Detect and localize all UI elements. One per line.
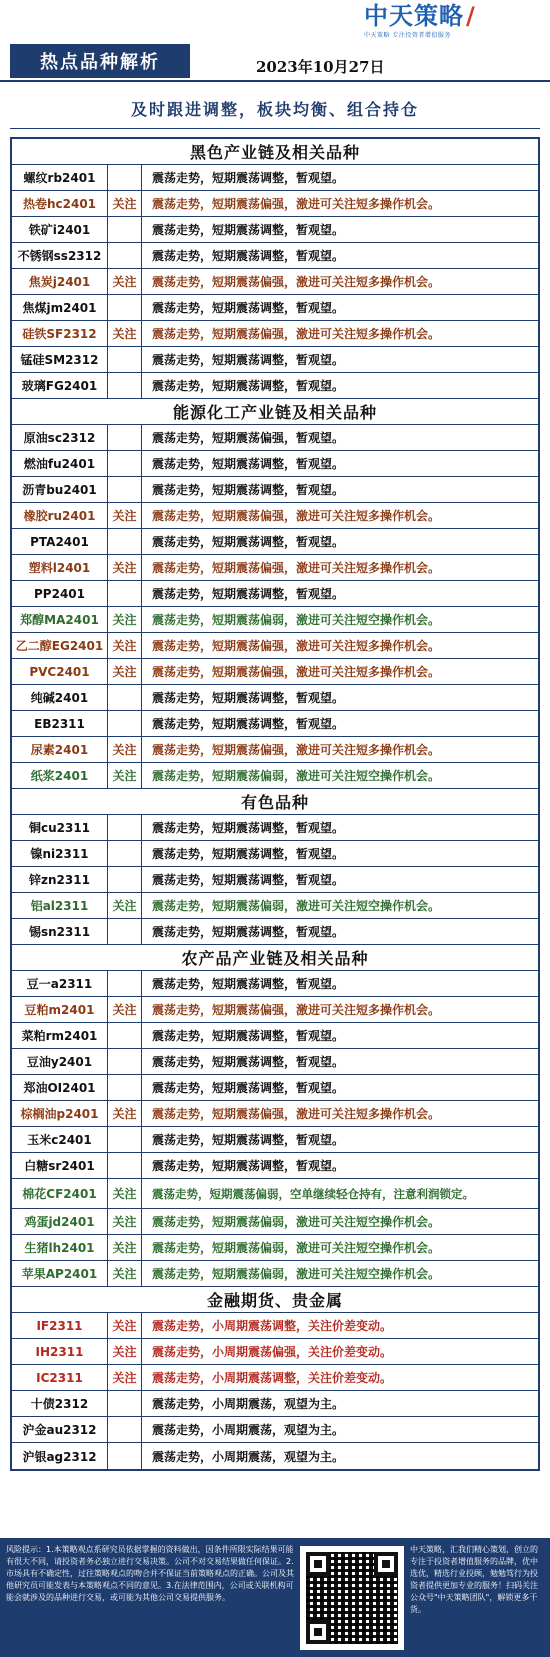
contract-name: PTA2401 xyxy=(12,529,108,554)
table-row xyxy=(12,503,538,529)
contract-name: PVC2401 xyxy=(12,659,108,684)
table-row xyxy=(12,581,538,607)
table-row xyxy=(12,165,538,191)
attention-flag xyxy=(108,373,142,398)
table-row xyxy=(12,1101,538,1127)
attention-flag: 关注 xyxy=(108,1339,142,1364)
contract-name: 郑醇MA2401 xyxy=(12,607,108,632)
attention-flag: 关注 xyxy=(108,503,142,528)
attention-flag xyxy=(108,295,142,320)
attention-flag: 关注 xyxy=(108,633,142,658)
table-row xyxy=(12,347,538,373)
contract-name: 棉花CF2401 xyxy=(12,1179,108,1208)
contract-name: 豆油y2401 xyxy=(12,1049,108,1074)
section-title: 农产品产业链及相关品种 xyxy=(12,945,538,971)
analysis-text: 震荡走势，短期震荡偏强，激进可关注短多操作机会。 xyxy=(152,509,441,523)
analysis-text: 震荡走势，短期震荡调整，暂观望。 xyxy=(152,1081,345,1095)
table-row xyxy=(12,425,538,451)
table-row xyxy=(12,607,538,633)
contract-name: 铁矿i2401 xyxy=(12,217,108,242)
attention-flag xyxy=(108,1023,142,1048)
table-row xyxy=(12,737,538,763)
table-row xyxy=(12,217,538,243)
contract-name: 纯碱2401 xyxy=(12,685,108,710)
analysis-table xyxy=(10,137,540,1471)
attention-flag: 关注 xyxy=(108,893,142,918)
table-row xyxy=(12,971,538,997)
contract-name: 原油sc2312 xyxy=(12,425,108,450)
analysis-text: 震荡走势，短期震荡偏强，激进可关注短多操作机会。 xyxy=(152,743,441,757)
analysis-text: 震荡走势，短期震荡调整，暂观望。 xyxy=(152,457,345,471)
attention-flag xyxy=(108,1417,142,1442)
attention-flag xyxy=(108,477,142,502)
analysis-text: 震荡走势，短期震荡调整，暂观望。 xyxy=(152,379,345,393)
attention-flag xyxy=(108,217,142,242)
attention-flag xyxy=(108,711,142,736)
analysis-text: 震荡走势，短期震荡调整，暂观望。 xyxy=(152,873,345,887)
contract-name: 玻璃FG2401 xyxy=(12,373,108,398)
table-row xyxy=(12,1209,538,1235)
promo-text: 中天策略，汇我们精心策划，创立的专注于投资者增值服务的品牌，优中选优，精选行业投顾，勉勉笃行为投资者提供更加专业的服务！扫码关注公众号"中天策略团队"，解锁更多干货。 xyxy=(410,1545,538,1614)
analysis-text: 震荡走势，短期震荡偏强，激进可关注短多操作机会。 xyxy=(152,327,441,341)
attention-flag xyxy=(108,1127,142,1152)
page-header xyxy=(0,0,550,88)
analysis-text: 震荡走势，短期震荡调整，暂观望。 xyxy=(152,717,345,731)
contract-name: 菜粕rm2401 xyxy=(12,1023,108,1048)
analysis-text: 震荡走势，短期震荡偏弱，激进可关注短空操作机会。 xyxy=(152,899,441,913)
attention-flag: 关注 xyxy=(108,321,142,346)
subtitle-divider xyxy=(10,128,540,129)
attention-flag: 关注 xyxy=(108,607,142,632)
analysis-text: 震荡走势，短期震荡调整，暂观望。 xyxy=(152,1029,345,1043)
analysis-text: 震荡走势，短期震荡调整，暂观望。 xyxy=(152,847,345,861)
analysis-text: 震荡走势，短期震荡偏弱，激进可关注短空操作机会。 xyxy=(152,613,441,627)
analysis-text: 震荡走势，短期震荡偏强，激进可关注短多操作机会。 xyxy=(152,639,441,653)
page-title: 热点品种解析 xyxy=(10,44,190,78)
contract-name: 玉米c2401 xyxy=(12,1127,108,1152)
attention-flag: 关注 xyxy=(108,659,142,684)
table-row xyxy=(12,451,538,477)
risk-disclaimer: 风险提示：1.本策略观点系研究员依据掌握的资料做出，因条件所限实际结果可能有很大不同，请投资者务必独立进行交易决策。公司不对交易结果做任何保证。2.市场具有不确定性，过往策略观点的吻合并不保证当前策略观点的正确。公司及其他研究员可能发表与本策略观点不同的意见。3.在法律范围内，公司或关联机构可能会就涉及的品种进行交易，或可能为其他公司交易提供服务。 xyxy=(6,1545,294,1602)
attention-flag: 关注 xyxy=(108,191,142,216)
analysis-text: 震荡走势，短期震荡调整，暂观望。 xyxy=(152,483,345,497)
analysis-text: 震荡走势，短期震荡偏弱，激进可关注短空操作机会。 xyxy=(152,769,441,783)
contract-name: 生猪lh2401 xyxy=(12,1235,108,1260)
analysis-text: 震荡走势，短期震荡偏强，激进可关注短多操作机会。 xyxy=(152,1003,441,1017)
table-row xyxy=(12,1235,538,1261)
analysis-text: 震荡走势，短期震荡调整，暂观望。 xyxy=(152,223,345,237)
analysis-text: 震荡走势，短期震荡偏强，激进可关注短多操作机会。 xyxy=(152,1107,441,1121)
analysis-text: 震荡走势，短期震荡偏弱，激进可关注短空操作机会。 xyxy=(152,1267,441,1281)
attention-flag: 关注 xyxy=(108,1261,142,1286)
contract-name: 棕榈油p2401 xyxy=(12,1101,108,1126)
qr-code xyxy=(300,1546,404,1650)
section-title: 能源化工产业链及相关品种 xyxy=(12,399,538,425)
contract-name: 苹果AP2401 xyxy=(12,1261,108,1286)
analysis-text: 震荡走势，短期震荡偏强，激进可关注短多操作机会。 xyxy=(152,665,441,679)
table-row xyxy=(12,1391,538,1417)
analysis-text: 震荡走势，短期震荡偏弱，激进可关注短空操作机会。 xyxy=(152,1241,441,1255)
table-row xyxy=(12,269,538,295)
attention-flag: 关注 xyxy=(108,1365,142,1390)
table-row xyxy=(12,477,538,503)
contract-name: 沪银ag2312 xyxy=(12,1443,108,1469)
analysis-text: 震荡走势，短期震荡调整，暂观望。 xyxy=(152,301,345,315)
analysis-text: 震荡走势，短期震荡偏强，暂观望。 xyxy=(152,431,345,445)
table-row xyxy=(12,919,538,945)
table-row xyxy=(12,321,538,347)
analysis-text: 震荡走势，短期震荡调整，暂观望。 xyxy=(152,925,345,939)
logo-text: 中天策略 xyxy=(364,2,464,30)
analysis-text: 震荡走势，小周期震荡，观望为主。 xyxy=(152,1397,345,1411)
analysis-text: 震荡走势，短期震荡调整，暂观望。 xyxy=(152,977,345,991)
analysis-text: 震荡走势，短期震荡调整，暂观望。 xyxy=(152,353,345,367)
analysis-text: 震荡走势，小周期震荡，观望为主。 xyxy=(152,1449,345,1464)
attention-flag: 关注 xyxy=(108,763,142,788)
attention-flag: 关注 xyxy=(108,997,142,1022)
contract-name: PP2401 xyxy=(12,581,108,606)
analysis-text: 震荡走势，短期震荡调整，暂观望。 xyxy=(152,587,345,601)
logo-subtext: 中天策略 专注投资者增值服务 xyxy=(364,32,451,39)
attention-flag xyxy=(108,581,142,606)
header-divider xyxy=(0,80,550,82)
table-row xyxy=(12,893,538,919)
contract-name: 燃油fu2401 xyxy=(12,451,108,476)
attention-flag: 关注 xyxy=(108,269,142,294)
table-row xyxy=(12,1313,538,1339)
table-row xyxy=(12,1153,538,1179)
attention-flag xyxy=(108,1075,142,1100)
contract-name: 沪金au2312 xyxy=(12,1417,108,1442)
analysis-text: 震荡走势，小周期震荡调整，关注价差变动。 xyxy=(152,1319,393,1333)
contract-name: 铜cu2311 xyxy=(12,815,108,840)
contract-name: 锰硅SM2312 xyxy=(12,347,108,372)
report-date: 2023年10月27日 xyxy=(256,58,385,76)
contract-name: 纸浆2401 xyxy=(12,763,108,788)
contract-name: 塑料l2401 xyxy=(12,555,108,580)
contract-name: 尿素2401 xyxy=(12,737,108,762)
table-row xyxy=(12,1127,538,1153)
table-row xyxy=(12,555,538,581)
contract-name: 豆粕m2401 xyxy=(12,997,108,1022)
attention-flag: 关注 xyxy=(108,555,142,580)
contract-name: 不锈钢ss2312 xyxy=(12,243,108,268)
table-row xyxy=(12,633,538,659)
contract-name: EB2311 xyxy=(12,711,108,736)
analysis-text: 震荡走势，短期震荡调整，暂观望。 xyxy=(152,171,345,185)
analysis-text: 震荡走势，短期震荡调整，暂观望。 xyxy=(152,535,345,549)
table-row xyxy=(12,1049,538,1075)
table-row xyxy=(12,867,538,893)
attention-flag: 关注 xyxy=(108,1313,142,1338)
table-row xyxy=(12,1023,538,1049)
table-row xyxy=(12,997,538,1023)
analysis-text: 震荡走势，短期震荡调整，暂观望。 xyxy=(152,691,345,705)
contract-name: 乙二醇EG2401 xyxy=(12,633,108,658)
attention-flag xyxy=(108,971,142,996)
analysis-text: 震荡走势，短期震荡偏强，激进可关注短多操作机会。 xyxy=(152,561,441,575)
analysis-text: 震荡走势，短期震荡调整，暂观望。 xyxy=(152,1055,345,1069)
table-row xyxy=(12,685,538,711)
attention-flag: 关注 xyxy=(108,737,142,762)
attention-flag xyxy=(108,347,142,372)
analysis-text: 震荡走势，短期震荡偏强，激进可关注短多操作机会。 xyxy=(152,197,441,211)
attention-flag xyxy=(108,1391,142,1416)
report-subtitle: 及时跟进调整，板块均衡、组合持仓 xyxy=(130,99,419,119)
analysis-text: 震荡走势，短期震荡偏弱，激进可关注短空操作机会。 xyxy=(152,1215,441,1229)
contract-name: 铝al2311 xyxy=(12,893,108,918)
table-row xyxy=(12,1339,538,1365)
brand-logo: 中天策略 / 中天策略 专注投资者增值服务 xyxy=(364,2,514,42)
contract-name: 豆一a2311 xyxy=(12,971,108,996)
attention-flag xyxy=(108,685,142,710)
attention-flag xyxy=(108,529,142,554)
contract-name: 橡胶ru2401 xyxy=(12,503,108,528)
attention-flag xyxy=(108,1049,142,1074)
attention-flag xyxy=(108,1153,142,1178)
section-title: 有色品种 xyxy=(12,789,538,815)
table-row xyxy=(12,529,538,555)
contract-name: 锡sn2311 xyxy=(12,919,108,944)
analysis-text: 震荡走势，短期震荡调整，暂观望。 xyxy=(152,821,345,835)
table-row xyxy=(12,659,538,685)
table-row xyxy=(12,763,538,789)
analysis-text: 震荡走势，小周期震荡调整，关注价差变动。 xyxy=(152,1371,393,1385)
attention-flag: 关注 xyxy=(108,1209,142,1234)
attention-flag xyxy=(108,867,142,892)
attention-flag: 关注 xyxy=(108,1179,142,1208)
contract-name: IH2311 xyxy=(12,1339,108,1364)
table-row xyxy=(12,295,538,321)
contract-name: 镍ni2311 xyxy=(12,841,108,866)
contract-name: 郑油OI2401 xyxy=(12,1075,108,1100)
analysis-text: 震荡走势，小周期震荡，观望为主。 xyxy=(152,1423,345,1437)
contract-name: 十债2312 xyxy=(12,1391,108,1416)
analysis-text: 震荡走势，短期震荡偏弱，空单继续轻仓持有，注意利润锁定。 xyxy=(152,1186,474,1201)
analysis-text: 震荡走势，短期震荡调整，暂观望。 xyxy=(152,249,345,263)
analysis-text: 震荡走势，小周期震荡偏强，关注价差变动。 xyxy=(152,1345,393,1359)
contract-name: 热卷hc2401 xyxy=(12,191,108,216)
contract-name: 硅铁SF2312 xyxy=(12,321,108,346)
attention-flag: 关注 xyxy=(108,1101,142,1126)
table-row xyxy=(12,1179,538,1209)
contract-name: 沥青bu2401 xyxy=(12,477,108,502)
attention-flag xyxy=(108,919,142,944)
attention-flag xyxy=(108,425,142,450)
table-row xyxy=(12,1443,538,1469)
contract-name: IF2311 xyxy=(12,1313,108,1338)
analysis-text: 震荡走势，短期震荡调整，暂观望。 xyxy=(152,1133,345,1147)
attention-flag xyxy=(108,815,142,840)
attention-flag xyxy=(108,1443,142,1469)
table-row xyxy=(12,1417,538,1443)
contract-name: 鸡蛋jd2401 xyxy=(12,1209,108,1234)
attention-flag xyxy=(108,165,142,190)
section-title: 黑色产业链及相关品种 xyxy=(12,139,538,165)
table-row xyxy=(12,1075,538,1101)
table-row xyxy=(12,373,538,399)
page-footer xyxy=(0,1538,550,1657)
analysis-text: 震荡走势，短期震荡调整，暂观望。 xyxy=(152,1159,345,1173)
table-row xyxy=(12,243,538,269)
table-row xyxy=(12,711,538,737)
analysis-text: 震荡走势，短期震荡偏强，激进可关注短多操作机会。 xyxy=(152,275,441,289)
attention-flag: 关注 xyxy=(108,1235,142,1260)
contract-name: 焦煤jm2401 xyxy=(12,295,108,320)
attention-flag xyxy=(108,243,142,268)
contract-name: 螺纹rb2401 xyxy=(12,165,108,190)
contract-name: 白糖sr2401 xyxy=(12,1153,108,1178)
table-row xyxy=(12,815,538,841)
contract-name: IC2311 xyxy=(12,1365,108,1390)
table-row xyxy=(12,1365,538,1391)
attention-flag xyxy=(108,841,142,866)
contract-name: 锌zn2311 xyxy=(12,867,108,892)
contract-name: 焦炭j2401 xyxy=(12,269,108,294)
attention-flag xyxy=(108,451,142,476)
table-row xyxy=(12,841,538,867)
table-row xyxy=(12,191,538,217)
section-title: 金融期货、贵金属 xyxy=(12,1287,538,1313)
table-row xyxy=(12,1261,538,1287)
